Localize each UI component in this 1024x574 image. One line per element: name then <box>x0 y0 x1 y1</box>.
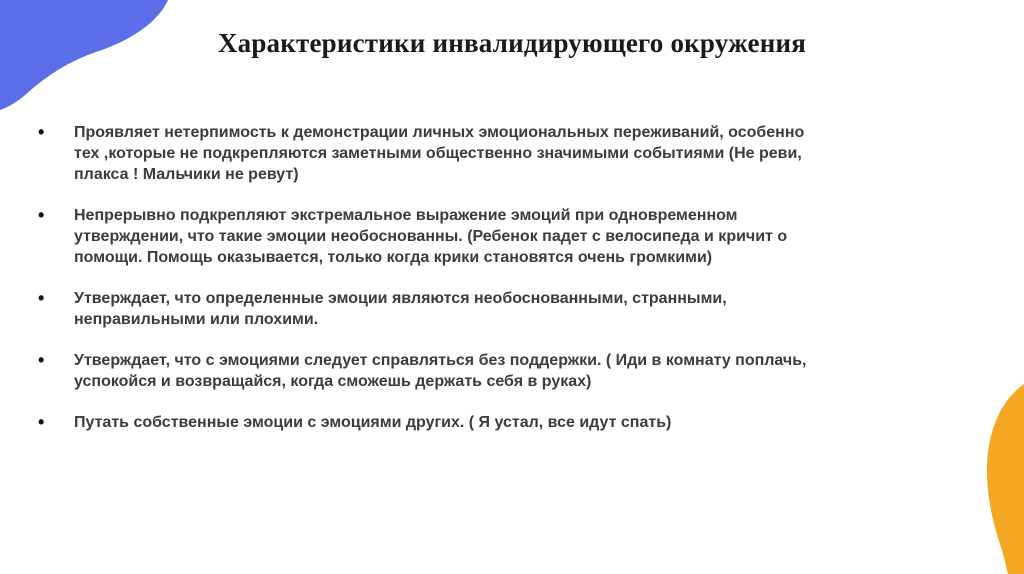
list-item <box>34 122 834 185</box>
list-item-text: Непрерывно подкрепляют экстремальное выражение эмоций при одновременном утверждении, что такие эмоции необоснованны. (Ребенок падет с велосипеда и кричит о помощи. Помощь оказывается, только когда крики становятся очень громкими) <box>74 207 788 266</box>
list-item-text: Утверждает, что с эмоциями следует справляться без поддержки. ( Иди в комнату поплачь, успокойся и возвращайся, когда сможешь держать себя в руках) <box>74 352 807 390</box>
list-item <box>34 350 834 392</box>
right-orange-blob <box>987 384 1024 574</box>
bullet-icon: • <box>38 412 45 432</box>
list-item <box>34 412 834 433</box>
bullet-list <box>34 122 834 433</box>
list-item-text: Утверждает, что определенные эмоции являются необоснованными, странными, неправильными или плохими. <box>74 290 727 328</box>
list-item <box>34 288 834 330</box>
list-item-text: Проявляет нетерпимость к демонстрации личных эмоциональных переживаний, особенно тех ,которые не подкрепляются заметными общественно значимыми событиями (Не реви, плакса ! Мальчики не ревут) <box>74 124 805 183</box>
slide-title: Характеристики инвалидирующего окружения <box>217 28 807 58</box>
bullet-icon: • <box>38 122 45 142</box>
list-item <box>34 205 834 268</box>
list-item-text: Путать собственные эмоции с эмоциями других. ( Я устал, все идут спать) <box>74 414 672 431</box>
bullet-icon: • <box>38 350 45 370</box>
bullet-icon: • <box>38 205 45 225</box>
bullet-icon: • <box>38 288 45 308</box>
